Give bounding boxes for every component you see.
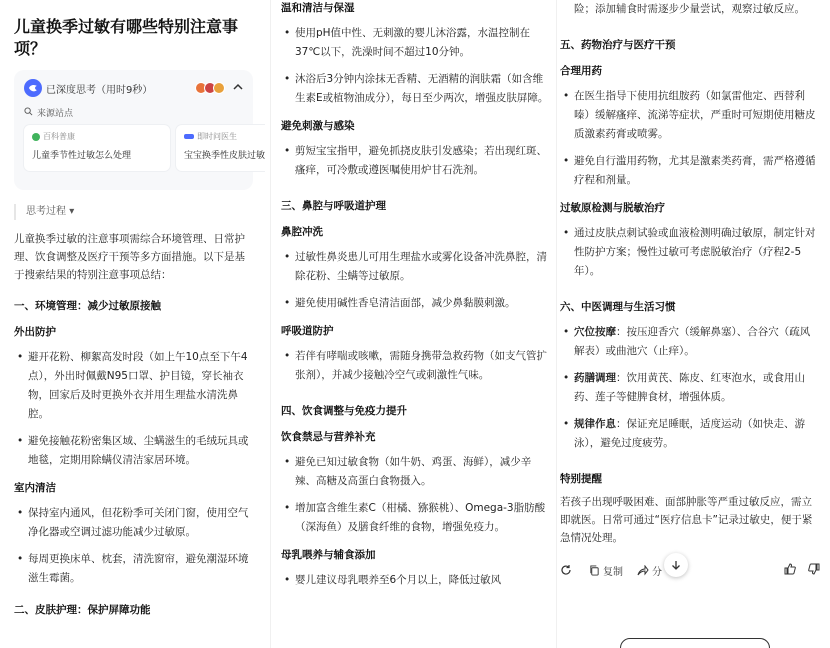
list-item: • 婴儿建议母乳喂养至6个月以上，降低过敏风 — [281, 571, 551, 590]
chevron-down-icon: ▾ — [69, 206, 75, 217]
copy-button[interactable] — [589, 563, 623, 578]
section-heading: 三、鼻腔与呼吸道护理 — [281, 200, 386, 212]
note-paragraph: 若孩子出现呼吸困难、面部肿胀等严重过敏反应，需立即就医。日常可通过“医疗信息卡”记录过敏史，便于紧急情况处理。 — [560, 496, 813, 544]
source-cards — [24, 125, 265, 171]
list-item: • 避免已知过敏食物（如牛奶、鸡蛋、海鲜），减少辛辣、高糖及高蛋白食物摄入。 — [281, 453, 551, 491]
column-divider — [270, 0, 271, 648]
list-item: • 增加富含维生素C（柑橘、猕猴桃）、Omega-3脂肪酸（深海鱼）及膳食纤维的食物，增强免疫力。 — [281, 499, 551, 537]
thinking-process-toggle[interactable] — [14, 204, 253, 220]
list-item: • 过敏性鼻炎患儿可用生理盐水或雾化设备冲洗鼻腔，清除花粉、尘螨等过敏原。 — [281, 248, 551, 286]
thumbs-up-icon[interactable] — [784, 563, 796, 578]
bullet-list — [281, 347, 551, 385]
share-button[interactable] — [637, 563, 662, 578]
scroll-to-bottom-button[interactable] — [664, 553, 688, 577]
question-title: 儿童换季过敏有哪些特别注意事项？ — [14, 17, 239, 58]
item-text: ：保证充足睡眠，适度运动（如快走、游泳），避免过度疲劳。 — [574, 418, 805, 449]
source-site: 百科普康 — [43, 132, 75, 141]
list-item: • 每周更换床单、枕套，清洗窗帘，避免潮湿环境滋生霉菌。 — [14, 550, 253, 588]
subsection-heading: 饮食禁忌与营养补充 — [281, 431, 376, 443]
search-icon — [24, 107, 33, 119]
bullet-list — [281, 248, 551, 313]
bullet-list — [281, 142, 551, 180]
list-item: • 在医生指导下使用抗组胺药（如氯雷他定、西替利嗪）缓解瘙痒、流涕等症状，严重时可短期使用糖皮质激素药膏或喷雾。 — [560, 87, 820, 144]
list-item: • 剪短宝宝指甲，避免抓挠皮肤引发感染；若出现红斑、瘙痒，可冷敷或遵医嘱使用炉甘石洗剂。 — [281, 142, 551, 180]
bullet-list — [281, 571, 551, 590]
thinking-status: 已深度思考（用时9秒） — [46, 84, 153, 96]
source-title: 宝宝换季性皮肤过敏 — [184, 151, 265, 161]
copy-label: 复制 — [603, 566, 623, 578]
subsection-heading: 呼吸道防护 — [281, 325, 334, 337]
source-avatar-icon — [213, 82, 225, 94]
list-item: • 避免自行滥用药物，尤其是激素类药膏，需严格遵循疗程和剂量。 — [560, 152, 820, 190]
answer-column-1 — [0, 0, 265, 648]
subsection-heading: 外出防护 — [14, 326, 56, 338]
message-actions — [560, 559, 820, 581]
chat-input-box[interactable] — [620, 638, 770, 648]
item-bold-label: 药膳调理 — [574, 372, 616, 384]
copy-icon — [589, 565, 600, 576]
share-icon — [637, 565, 649, 576]
subsection-heading: 鼻腔冲洗 — [281, 226, 323, 238]
source-card[interactable] — [24, 125, 170, 171]
bullet-list — [281, 453, 551, 537]
section-heading: 四、饮食调整与免疫力提升 — [281, 405, 407, 417]
item-bold-label: 穴位按摩 — [574, 326, 616, 338]
site-favicon-icon — [32, 133, 40, 141]
column-divider — [556, 0, 557, 648]
list-item: • 若伴有哮喘或咳嗽，需随身携带急救药物（如支气管扩张剂），并减少接触冷空气或刺激性气味。 — [281, 347, 551, 385]
bullet-list — [560, 323, 820, 453]
list-item: • 避开花粉、柳絮高发时段（如上午10点至下午4点），外出时佩戴N95口罩、护目镜，穿长袖衣物，回家后及时更换外衣并用生理盐水清洗鼻腔。 — [14, 348, 253, 424]
list-item — [560, 369, 820, 407]
list-item: • 沐浴后3分钟内涂抹无香精、无酒精的润肤霜（如含维生素E或植物油成分），每日至少两次，增强皮肤屏障。 — [281, 70, 551, 108]
list-item: • 保持室内通风，但花粉季可关闭门窗，使用空气净化器或空调过滤功能减少过敏原。 — [14, 504, 253, 542]
chevron-up-icon[interactable] — [233, 83, 243, 94]
list-item: • 避免接触花粉密集区域、尘螨滋生的毛绒玩具或地毯，定期用除螨仪清洁家居环境。 — [14, 432, 253, 470]
list-item — [560, 323, 820, 361]
bullet-list — [560, 224, 820, 281]
source-avatars — [198, 82, 225, 94]
list-item-continuation: 险；添加辅食时需逐步少量尝试，观察过敏反应。 — [574, 3, 805, 15]
feedback-buttons — [784, 563, 820, 578]
thinking-card — [14, 70, 265, 190]
subsection-heading: 温和清洁与保湿 — [281, 2, 355, 14]
bullet-list — [281, 24, 551, 108]
site-favicon-icon — [184, 134, 194, 139]
bullet-list — [560, 87, 820, 190]
deepseek-logo-icon — [24, 79, 42, 97]
list-item: • 通过皮肤点刺试验或血液检测明确过敏原，制定针对性防护方案；慢性过敏可考虑脱敏治疗（疗程2-5年）。 — [560, 224, 820, 281]
subsection-heading: 合理用药 — [560, 65, 602, 77]
item-bold-label: 规律作息 — [574, 418, 616, 430]
thumbs-down-icon[interactable] — [808, 563, 820, 578]
intro-paragraph: 儿童换季过敏的注意事项需综合环境管理、日常护理、饮食调整及医疗干预等多方面措施。以下是基于搜索结果的特别注意事项总结： — [14, 233, 245, 281]
list-item: • 避免使用碱性香皂清洁面部，减少鼻黏膜刺激。 — [281, 294, 551, 313]
arrow-down-icon — [671, 560, 681, 570]
section-heading: 五、药物治疗与医疗干预 — [560, 39, 676, 51]
section-heading: 六、中医调理与生活习惯 — [560, 301, 676, 313]
source-site: 即时问医生 — [197, 132, 237, 141]
subsection-heading: 特别提醒 — [560, 473, 602, 485]
source-card[interactable] — [176, 125, 265, 171]
thinking-process-label: 思考过程 — [26, 206, 66, 217]
bullet-list — [14, 348, 253, 470]
item-text: ：饮用黄芪、陈皮、红枣泡水，或食用山药、莲子等健脾食材，增强体质。 — [574, 372, 805, 403]
list-item: • 使用pH值中性、无刺激的婴儿沐浴露，水温控制在37℃以下，洗澡时间不超过10分钟。 — [281, 24, 551, 62]
answer-column-3 — [560, 0, 830, 648]
item-text: ：按压迎香穴（缓解鼻塞）、合谷穴（疏风解表）或曲池穴（止痒）。 — [574, 326, 811, 357]
section-heading: 一、环境管理：减少过敏原接触 — [14, 300, 161, 312]
subsection-heading: 母乳喂养与辅食添加 — [281, 549, 376, 561]
list-item — [560, 415, 820, 453]
thinking-header[interactable] — [24, 78, 243, 98]
bullet-list — [14, 504, 253, 588]
refresh-icon — [560, 564, 572, 576]
answer-column-2 — [281, 0, 551, 648]
subsection-heading: 室内清洁 — [14, 482, 56, 494]
regenerate-button[interactable] — [560, 564, 575, 576]
sources-label-text: 来源站点 — [37, 109, 74, 119]
subsection-heading: 过敏原检测与脱敏治疗 — [560, 202, 665, 214]
section-heading: 二、皮肤护理：保护屏障功能 — [14, 604, 151, 616]
source-title: 儿童季节性过敏怎么处理 — [32, 151, 132, 161]
sources-label — [24, 106, 243, 119]
subsection-heading: 避免刺激与感染 — [281, 120, 355, 132]
share-label: 分 — [652, 566, 662, 578]
